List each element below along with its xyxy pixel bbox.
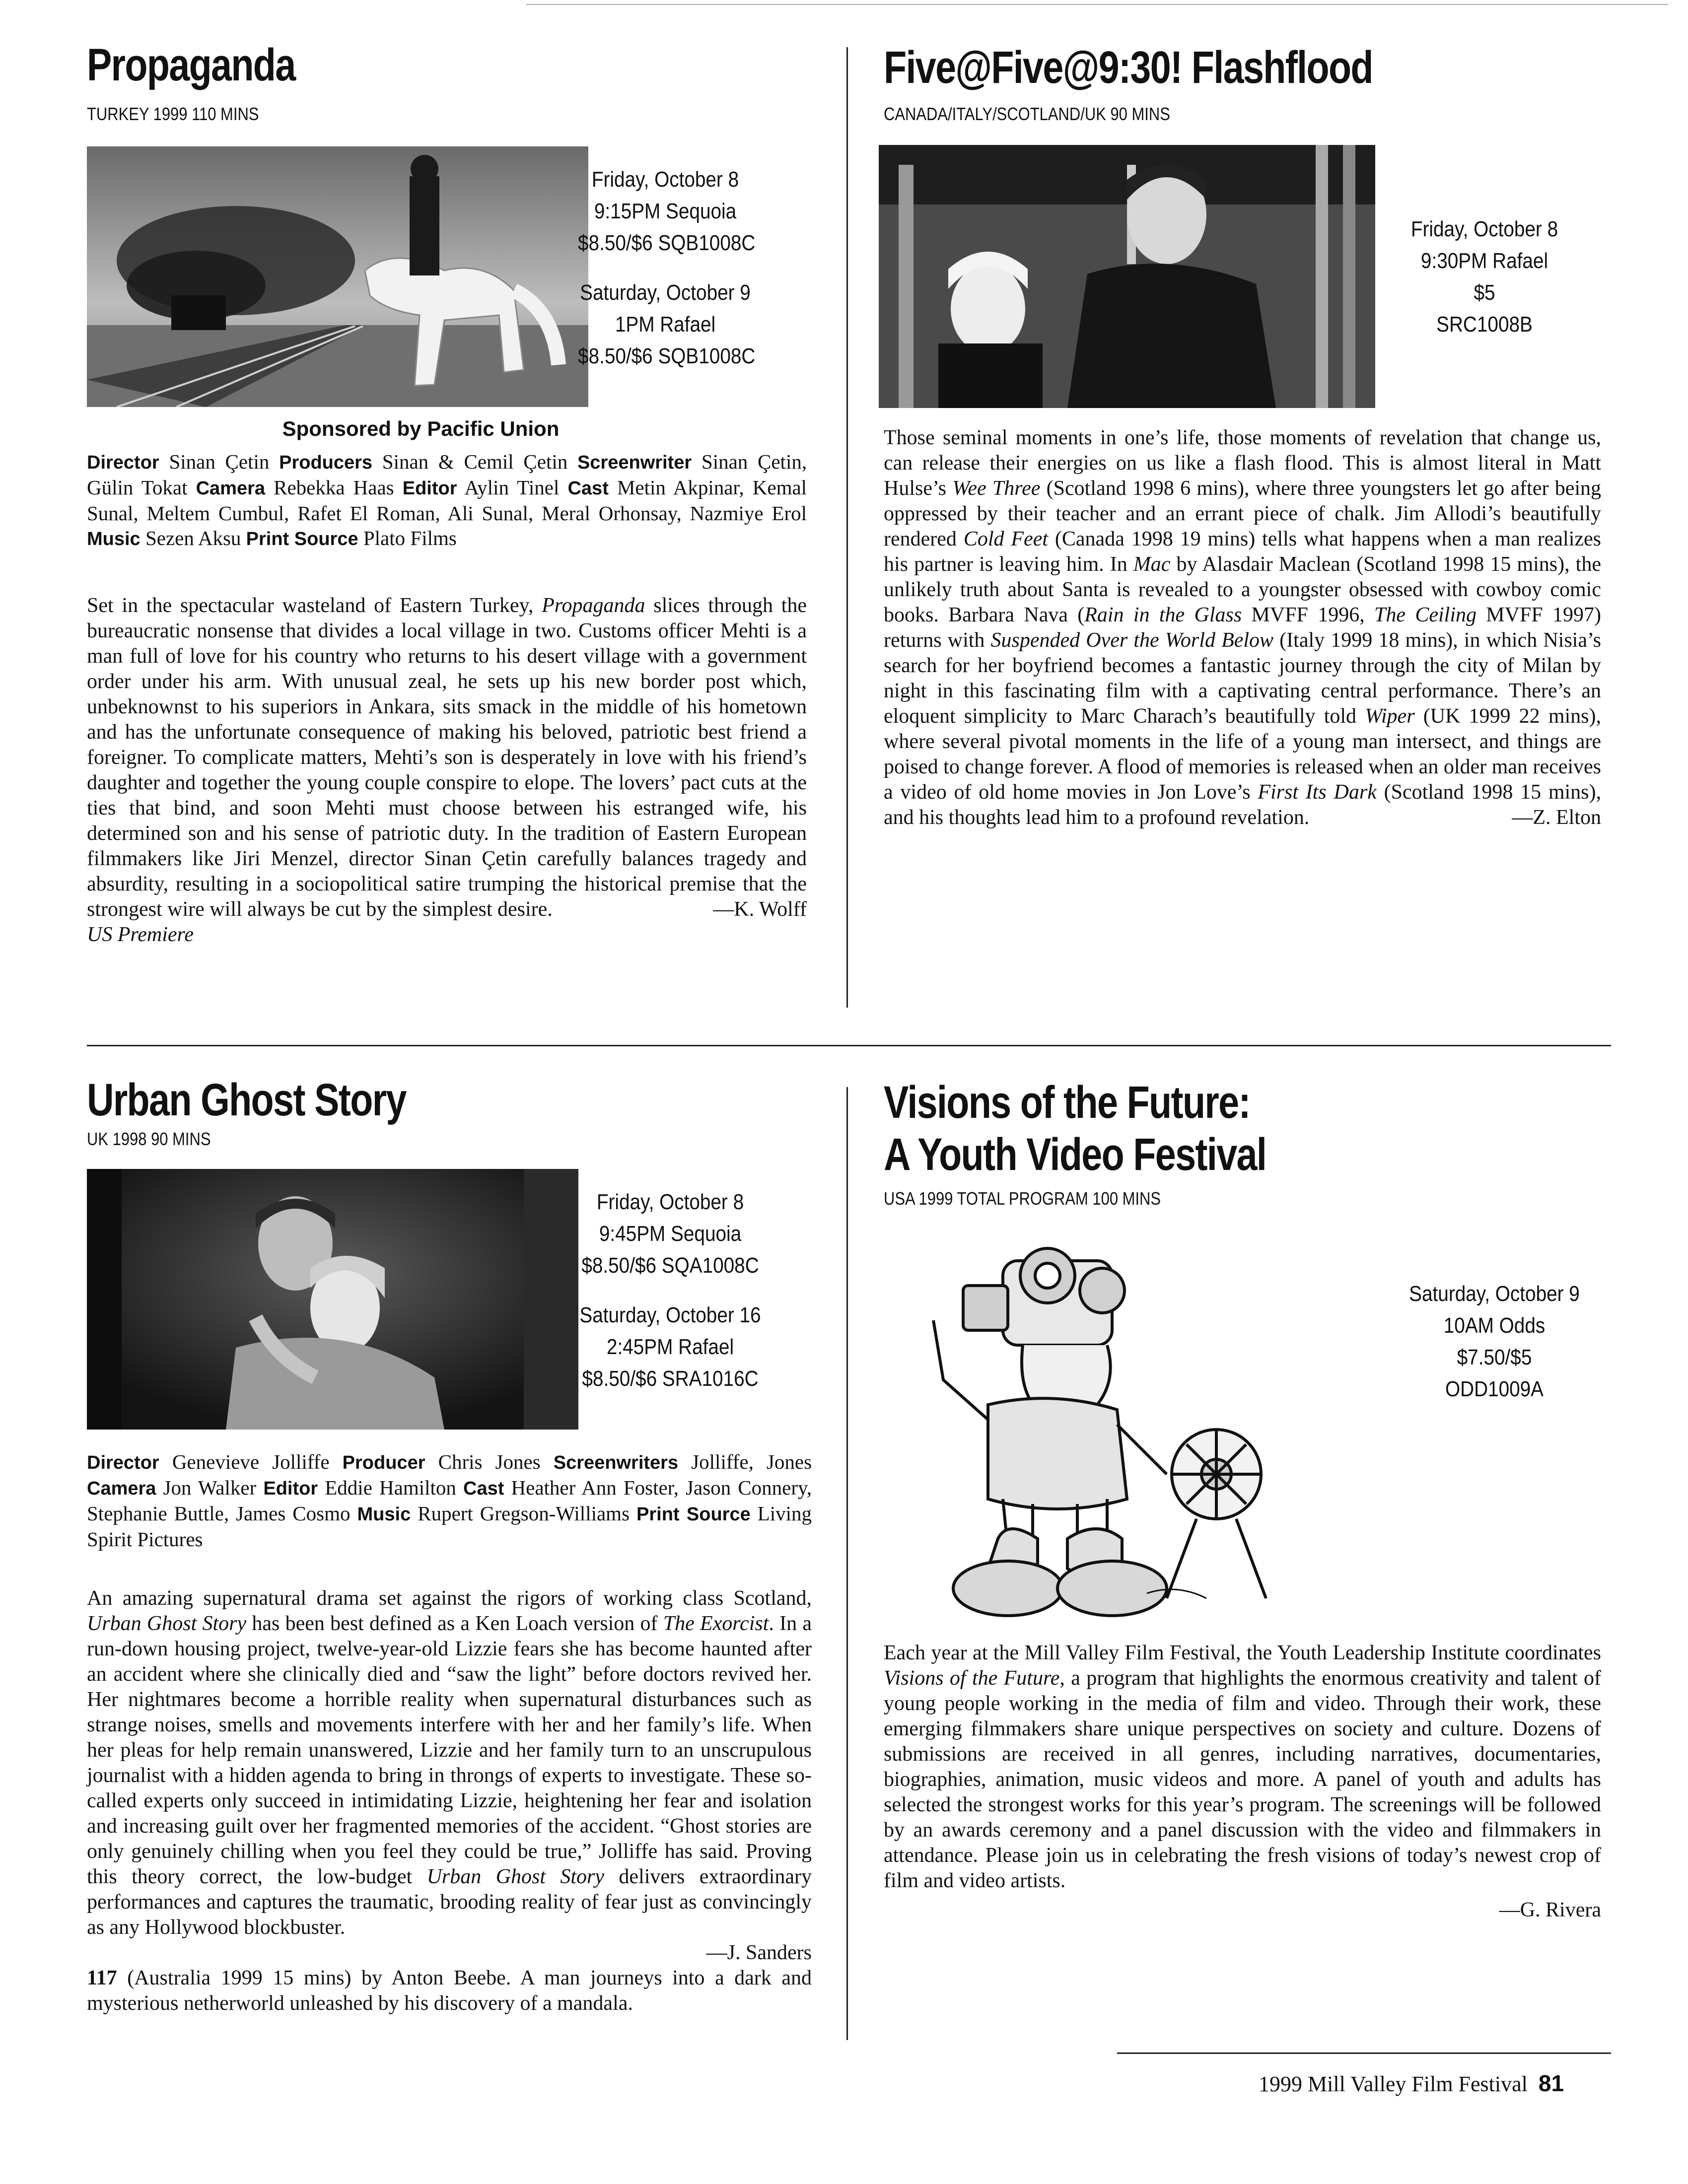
description-italic: Urban Ghost Story [426, 1865, 605, 1888]
children-embracing-image [87, 1169, 578, 1430]
description-segment: MVFF 1996, [1242, 604, 1375, 626]
film-title: Five@Five@9:30! Flashflood [884, 42, 1373, 93]
description-segment: An amazing supernatural drama set against the rigors of working class Scotland, [87, 1587, 812, 1610]
credit-label: Print Source [246, 529, 358, 549]
description-italic: Propaganda [542, 594, 645, 617]
short-film-listing [87, 1966, 812, 2016]
screening-code: ODD1009A [1445, 1377, 1544, 1401]
film-credits [87, 449, 807, 551]
short-film-desc: (Australia 1999 15 mins) by Anton Beebe. A man journeys into a dark and mysterious netherworld unleashed by his discovery of a mandala. [87, 1967, 812, 2015]
description-italic: Visions of the Future [884, 1667, 1060, 1690]
credit-label: Print Source [636, 1504, 751, 1525]
credit-value: Rebekka Haas [274, 476, 394, 499]
film-meta: USA 1999 TOTAL PROGRAM 100 MINS [884, 1188, 1161, 1209]
screening-2[interactable] [578, 277, 756, 372]
footer-rule [1117, 2052, 1611, 2054]
column-divider-bottom [846, 1087, 848, 2040]
camera-kid-drawing-icon [889, 1241, 1311, 1638]
credit-value: Metin Akpinar, Kemal Sunal, Meltem Cumbul, Rafet El Roman, Ali Sunal, Meral Orhonsay, Nazmiye Erol [87, 476, 807, 525]
review-signature: —K. Wolff [713, 898, 807, 921]
screening-day: Friday, October 8 [591, 167, 739, 192]
film-title: Urban Ghost Story [87, 1075, 406, 1125]
description-segment: Each year at the Mill Valley Film Festival, the Youth Leadership Institute coordinates [884, 1641, 1601, 1664]
description-italic: Wiper [1365, 705, 1415, 728]
credit-label: Cast [567, 478, 609, 499]
description-italic: Mac [1133, 553, 1171, 576]
description-segment: has been best defined as a Ken Loach version of [246, 1612, 663, 1635]
credit-value: Chris Jones [438, 1450, 541, 1473]
description-text: slices through the bureaucratic nonsense that divides a local village in two. Customs officer Mehti is a man full of love for his country who returns to his desert village with a government order under his arm. With unusual zeal, he sets up his new border post which, unbeknownst to his superiors in Ankara, sits smack in the middle of his hometown and has the unfortunate consequence of making his beloved, patriotic best friend a foreigner. To complicate matters, Mehti’s son is desperately in love with his friend’s daughter and together the young couple conspire to elope. The lovers’ pact cuts at the ties that bind, and soon Mehti must choose between his estranged wife, his determined son and his sense of patriotic duty. In the tradition of Eastern European filmmakers like Jiri Menzel, director Sinan Çetin carefully balances tragedy and absurdity, resulting in a sociopolitical satire trumping the historical premise that the strongest wire will always be cut by the simplest desire. [87, 594, 807, 921]
description-italic: Cold Feet [963, 528, 1049, 550]
screening-1[interactable] [578, 164, 756, 259]
description-text [884, 425, 1601, 830]
description-italic: The Exorcist [663, 1612, 769, 1635]
screening-day: Friday, October 8 [1410, 217, 1558, 241]
screening-day: Friday, October 8 [596, 1190, 744, 1214]
page-footer [1259, 2070, 1564, 2097]
screening-schedule [1403, 1278, 1586, 1423]
credit-value: Plato Films [363, 527, 457, 549]
screening-price: $8.50/$6 SRA1016C [582, 1366, 759, 1391]
screening-1[interactable] [1393, 213, 1576, 341]
credit-value: Living Spirit Pictures [87, 1502, 812, 1551]
screening-schedule [578, 164, 756, 390]
section-divider [87, 1045, 1611, 1046]
film-meta: TURKEY 1999 110 MINS [87, 104, 259, 124]
page-number: 81 [1538, 2070, 1564, 2096]
couple-on-train-image [879, 145, 1375, 408]
film-title-line2: A Youth Video Festival [884, 1129, 1266, 1180]
screening-price: $8.50/$6 SQA1008C [581, 1253, 759, 1278]
screening-time: 1PM Rafael [615, 312, 716, 337]
credit-value: Rupert Gregson-Williams [418, 1502, 630, 1525]
credit-label: Cast [463, 1478, 504, 1499]
credit-value: Eddie Hamilton [325, 1476, 456, 1499]
description-segment: delivers extraordinary performances and captures the traumatic, brooding reality of fear just as convincingly as any Hollywood blockbuster. [87, 1865, 812, 1939]
top-border [526, 4, 1668, 5]
description-text [884, 1640, 1601, 1894]
screening-1[interactable] [574, 1186, 766, 1282]
credit-value: Jon Walker [163, 1476, 257, 1499]
description-italic: Suspended Over the World Below [990, 629, 1274, 652]
screening-1[interactable] [1403, 1278, 1586, 1405]
screening-code: SRC1008B [1436, 312, 1533, 337]
short-film-title: 117 [87, 1967, 117, 1989]
rider-on-horse-image [87, 146, 588, 407]
credit-value: Sinan Çetin, Gülin Tokat [87, 450, 807, 499]
premiere-note: US Premiere [87, 923, 194, 946]
description-segment: . In a run-down housing project, twelve-year-old Lizzie fears she has become haunted after an accident where she clinically died and “saw the light” before doctors revived her. Her nightmares become a horrible reality when supernatural disturbances such as strange noises, smells and movements interfere with her and her family’s life. When her pleas for help remain unanswered, Lizzie and her family turn to an unscrupulous journalist with a hidden agenda to bring in throngs of experts to investigate. These so-called experts only succeed in intimidating Lizzie, heightening her fear and isolation and increasing guilt over her fragmented memories of the accident. “Ghost stories are only genuinely chilling when you feel they could be true,” Jolliffe has said. Proving this theory correct, the low-budget [87, 1612, 812, 1888]
screening-time: 10AM Odds [1443, 1313, 1546, 1338]
screening-time: 2:45PM Rafael [606, 1335, 734, 1359]
description-segment: MVFF 1997) returns with [884, 604, 1601, 652]
credit-label: Director [87, 1452, 159, 1473]
screening-day: Saturday, October 16 [579, 1303, 761, 1327]
credit-value: Sinan Çetin [169, 450, 270, 473]
column-divider-top [846, 47, 848, 1008]
credit-value: Aylin Tinel [464, 476, 560, 499]
description-italic: The Ceiling [1374, 604, 1477, 626]
description-italic: Wee Three [952, 477, 1041, 500]
film-still-flashflood [879, 145, 1375, 408]
credit-value: Jolliffe, Jones [691, 1450, 812, 1473]
description-segment: (Canada 1998 19 mins) tells what happens when a man realizes his partner is leaving him. In [884, 528, 1601, 576]
screening-time: 9:15PM Sequoia [594, 199, 737, 223]
screening-time: 9:45PM Sequoia [599, 1222, 742, 1246]
footer-festival-name: 1999 Mill Valley Film Festival [1259, 2072, 1528, 2096]
description-text: Set in the spectacular wasteland of Eastern Turkey, [87, 594, 542, 617]
credit-label: Editor [402, 478, 457, 499]
film-still-urban-ghost [87, 1169, 578, 1430]
credit-label: Music [87, 529, 141, 549]
screening-day: Saturday, October 9 [1409, 1282, 1580, 1306]
film-still-propaganda [87, 146, 588, 407]
credit-value: Heather Ann Foster, Jason Connery, Stephanie Buttle, James Cosmo [87, 1476, 812, 1525]
credit-label: Producers [279, 452, 373, 473]
description-segment: (UK 1999 22 mins), where several pivotal moments in the life of a young man intersect, and things are poised to change forever. A flood of memories is released when an older man receives a video of old home movies in Jon Love’s [884, 705, 1602, 804]
screening-time: 9:30PM Rafael [1420, 249, 1548, 273]
screening-day: Saturday, October 9 [580, 280, 751, 305]
description-italic: Rain in the Glass [1084, 604, 1242, 626]
screening-price: $8.50/$6 SQB1008C [578, 231, 756, 255]
description-text [87, 1586, 812, 1940]
description-segment: Those seminal moments in one’s life, those moments of revelation that change us, can release their energies on us like a flash flood. This is almost literal in Matt Hulse’s [884, 426, 1601, 500]
credit-label: Editor [263, 1478, 318, 1499]
screening-price: $8.50/$6 SQB1008C [578, 344, 756, 368]
credit-label: Producer [342, 1452, 425, 1473]
description-segment: (Italy 1999 18 mins), in which Nisia’s search for her boyfriend becomes a fantastic journey through the city of Milan by night in this fascinating film with a captivating central performance. There’s an eloquent simplicity to Marc Charach’s beautifully told [884, 629, 1602, 728]
film-description [884, 425, 1601, 830]
screening-2[interactable] [574, 1299, 766, 1395]
description-segment: (Scotland 1998 15 mins), and his thoughts lead him to a profound revelation. [884, 781, 1602, 829]
description-italic: Urban Ghost Story [87, 1612, 247, 1635]
description-segment: , a program that highlights the enormous creativity and talent of young people working in the media of film and video. Through their work, these emerging filmmakers share unique perspectives on society and culture. Dozens of submissions are received in all genres, including narratives, documentaries, biographies, animation, music videos and more. A panel of youth and adults has selected the strongest works for this year’s program. The screenings will be followed by an awards ceremony and a panel discussion with the video and filmmakers in attendance. Please join us in celebrating the fresh visions of today’s newest crop of film and video artists. [884, 1667, 1602, 1892]
description-segment: by Alasdair Maclean (Scotland 1998 15 mins), the unlikely truth about Santa is revealed to a youngster obsessed with cowboy comic books. Barbara Nava ( [884, 553, 1601, 626]
credit-label: Screenwriters [553, 1452, 679, 1473]
credit-label: Screenwriter [577, 452, 692, 473]
description-segment: (Scotland 1998 6 mins), where three youngsters let go after being oppressed by their teacher and an errant piece of chalk. Jim Allodi’s beautifully rendered [884, 477, 1602, 550]
screening-schedule [1393, 213, 1576, 358]
credit-value: Sinan & Cemil Çetin [382, 450, 568, 473]
film-description [87, 593, 807, 948]
film-meta: CANADA/ITALY/SCOTLAND/UK 90 MINS [884, 104, 1170, 124]
credit-value: Genevieve Jolliffe [172, 1450, 330, 1473]
review-signature: —J. Sanders [706, 1941, 812, 1964]
description-italic: First Its Dark [1258, 781, 1377, 804]
film-title-line1: Visions of the Future: [884, 1077, 1250, 1128]
sponsor-line: Sponsored by Pacific Union [282, 417, 560, 440]
film-description [884, 1640, 1601, 1923]
screening-price: $5 [1474, 280, 1495, 305]
review-signature: —G. Rivera [1499, 1899, 1601, 1921]
review-signature: —Z. Elton [1512, 806, 1601, 829]
credit-label: Director [87, 452, 159, 473]
film-credits [87, 1449, 812, 1552]
credit-label: Camera [196, 478, 266, 499]
screening-schedule [574, 1186, 766, 1413]
credit-value: Sezen Aksu [145, 527, 241, 549]
cartoon-cameraman-illustration [889, 1241, 1311, 1638]
credit-label: Music [357, 1504, 411, 1525]
film-meta: UK 1998 90 MINS [87, 1129, 211, 1149]
screening-price: $7.50/$5 [1457, 1345, 1532, 1369]
credit-label: Camera [87, 1478, 156, 1499]
film-description [87, 1586, 812, 2016]
film-title: Propaganda [87, 40, 295, 90]
